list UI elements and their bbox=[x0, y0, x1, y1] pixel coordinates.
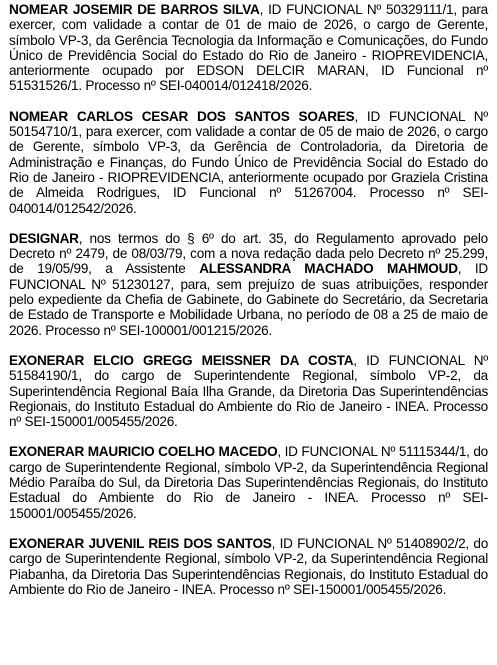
act-paragraph bbox=[9, 231, 488, 338]
act-heading: EXONERAR ELCIO GREGG MEISSNER DA COSTA bbox=[9, 352, 354, 368]
act-paragraph bbox=[9, 2, 488, 94]
act-body: , nos termos do § 6º do art. 35, do Regulamento aprovado pelo Decreto nº 2479, de 08/03/79, com a nova redação dada pelo Decreto nº 25.299, de 19/05/99, a Assistente bbox=[9, 230, 488, 277]
act-body: , ID FUNCIONAL Nº 50154710/1, para exercer, com validade a contar de 05 de maio de 2026, o cargo de Gerente, símbolo VP-3, da Gerência de Controladoria, da Diretoria de Administração e Finanças, do Fundo Único de Previdência Social do Estado do Rio de Janeiro - RIOPREVIDENCIA, anteriormente ocupado por Graziela Cristina de Almeida Rodrigues, ID Funcional nº 51267004. Processo nº SEI-040014/012542/2026. bbox=[9, 108, 488, 216]
act-heading: NOMEAR JOSEMIR DE BARROS SILVA bbox=[9, 2, 260, 17]
act-paragraph bbox=[9, 353, 488, 429]
act-paragraph bbox=[9, 536, 488, 597]
act-paragraph bbox=[9, 109, 488, 216]
act-heading: NOMEAR CARLOS CESAR DOS SANTOS SOARES bbox=[9, 108, 355, 124]
act-body: , ID FUNCIONAL Nº 51408902/2, do cargo de Superintendente Regional, símbolo VP-2, da Superintendência Regional Piabanha, da Diretoria Das Superintendências Regionais, do Instituto Estadual do Ambiente do Rio de Janeiro - INEA. Processo nº SEI-150001/005455/2026. bbox=[9, 535, 488, 597]
act-body: , ID FUNCIONAL Nº 51584190/1, do cargo de Superintendente Regional, símbolo VP-2, da Superintendência Regional Baía Ilha Grande, da Diretoria Das Superintendências Regionais, do Instituto Estadual do Ambiente do Rio de Janeiro - INEA. Processo nº SEI-150001/005455/2026. bbox=[9, 352, 488, 430]
act-body: , ID FUNCIONAL Nº 51115344/1, do cargo de Superintendente Regional, símbolo VP-2, da Superintendência Regional Médio Paraíba do Sul, da Diretoria Das Superintendências Regionais, do Instituto Estadual do Ambiente do Rio de Janeiro - INEA. Processo nº SEI-150001/005455/2026. bbox=[9, 444, 488, 521]
act-paragraph bbox=[9, 444, 488, 520]
act-heading: DESIGNAR bbox=[9, 230, 79, 246]
act-heading: EXONERAR MAURICIO COELHO MACEDO bbox=[9, 444, 278, 460]
act-body: , ID FUNCIONAL Nº 51230127, para, sem prejuízo de suas atribuições, responder pelo expediente da Chefia de Gabinete, do Gabinete do Secretário, da Secretaria de Estado de Transporte e Mobilidade Urbana, no período de 08 a 25 de maio de 2026. Processo nº SEI-100001/001215/2026. bbox=[9, 261, 488, 338]
act-body: , ID FUNCIONAL Nº 50329111/1, para exercer, com validade a contar de 01 de maio de 2026, o cargo de Gerente, símbolo VP-3, da Gerência Tecnologia da Informação e Comunicações, do Fundo Único de Previdência Social do Estado do Rio de Janeiro - RIOPREVIDENCIA, anteriormente ocupado por EDSON DELCIR MARAN, ID Funcional nº 51531526/1. Processo nº SEI-040014/012418/2026. bbox=[9, 2, 488, 94]
act-heading: EXONERAR JUVENIL REIS DOS SANTOS bbox=[9, 535, 272, 551]
person-name: ALESSANDRA MACHADO MAHMOUD bbox=[199, 261, 458, 277]
